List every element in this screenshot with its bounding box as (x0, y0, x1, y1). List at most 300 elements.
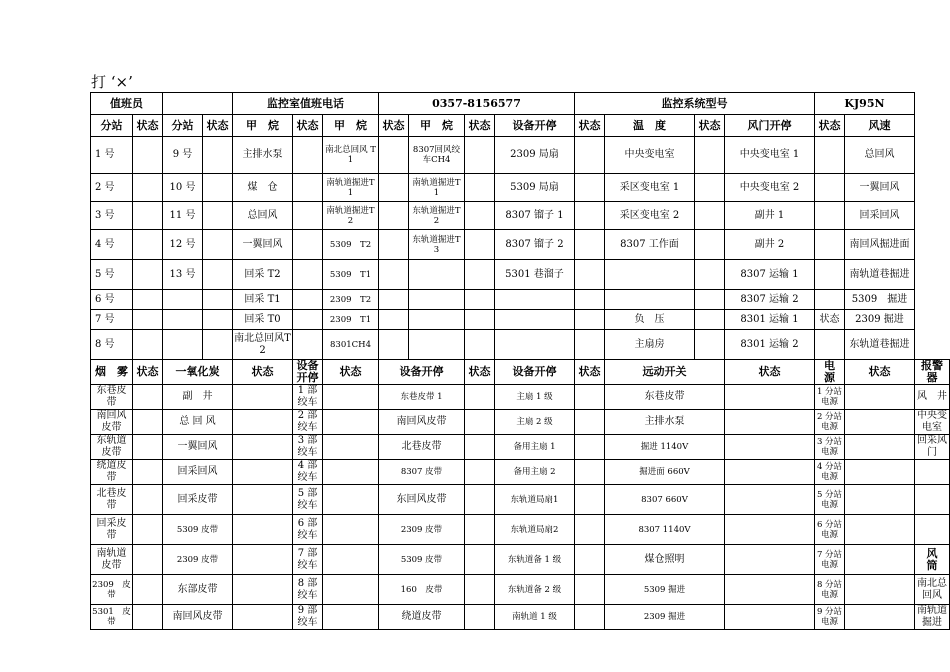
equipment-name-cell: 2309 皮带 (379, 515, 465, 545)
equipment-name-cell: 绕道皮带 (379, 605, 465, 630)
status-cell[interactable] (465, 410, 495, 435)
status-cell[interactable] (465, 174, 495, 202)
sensor-name-cell: 采区变电室 2 (605, 202, 695, 230)
equipment-name-cell: 1 部绞车 (293, 385, 323, 410)
equipment-name-cell: 9 部绞车 (293, 605, 323, 630)
column-header: 状态 (133, 115, 163, 137)
equipment-name-cell: 东回风皮带 (379, 485, 465, 515)
sensor-name-cell (409, 330, 465, 360)
status-cell[interactable] (695, 174, 725, 202)
status-cell[interactable] (379, 202, 409, 230)
equipment-name-cell: 总 回 风 (163, 410, 233, 435)
station-row (91, 330, 950, 360)
equipment-name-cell: 绕道皮带 (91, 460, 133, 485)
status-cell[interactable] (575, 202, 605, 230)
equipment-name-cell: 5301 皮带 (91, 605, 133, 630)
status-cell[interactable] (575, 605, 605, 630)
column-header: 状态 (379, 115, 409, 137)
control-room-phone-label: 监控室值班电话 (233, 93, 379, 115)
status-cell[interactable] (293, 330, 323, 360)
equipment-name-cell: 8307 皮带 (379, 460, 465, 485)
equipment-name-cell: 掘进面 660V (605, 460, 725, 485)
status-cell[interactable] (293, 310, 323, 330)
sensor-name-cell: 2309 掘进 (845, 310, 915, 330)
sensor-name-cell: 4 号 (91, 230, 133, 260)
sensor-name-cell (163, 290, 203, 310)
status-cell[interactable] (845, 515, 915, 545)
duty-info-row (91, 93, 950, 115)
sensor-name-cell: 8307 工作面 (605, 230, 695, 260)
status-cell[interactable] (203, 202, 233, 230)
status-cell[interactable] (465, 202, 495, 230)
equipment-name-cell: 6 部绞车 (293, 515, 323, 545)
status-cell[interactable] (575, 230, 605, 260)
status-cell[interactable] (133, 435, 163, 460)
status-cell[interactable] (725, 410, 815, 435)
status-cell[interactable] (815, 260, 845, 290)
sensor-name-cell: 5 号 (91, 260, 133, 290)
column-header: 状态 (465, 115, 495, 137)
equipment-row (91, 410, 950, 435)
sensor-name-cell: 煤 仓 (233, 174, 293, 202)
equipment-name-cell: 东轨道备 1 级 (495, 545, 575, 575)
equipment-name-cell: 2309 皮带 (91, 575, 133, 605)
equipment-name-cell: 5 分站电源 (815, 485, 845, 515)
column-header: 烟 雾 (91, 360, 133, 385)
sensor-name-cell: 5309 掘进 (845, 290, 915, 310)
sensor-name-cell: 11 号 (163, 202, 203, 230)
status-cell[interactable] (575, 310, 605, 330)
column-header: 温 度 (605, 115, 695, 137)
header-row-1 (91, 115, 950, 137)
status-cell[interactable] (725, 435, 815, 460)
sensor-name-cell: 5309 T2 (323, 230, 379, 260)
status-cell[interactable] (133, 460, 163, 485)
sensor-name-cell: 8307 镏子 2 (495, 230, 575, 260)
column-header: 状态 (695, 115, 725, 137)
status-cell[interactable] (845, 575, 915, 605)
sensor-name-cell (495, 290, 575, 310)
sensor-name-cell: 东轨道掘进T3 (409, 230, 465, 260)
equipment-name-cell: 主扇 2 级 (495, 410, 575, 435)
station-row (91, 260, 950, 290)
equipment-name-cell (915, 515, 950, 545)
status-cell[interactable] (575, 410, 605, 435)
status-cell[interactable] (465, 330, 495, 360)
status-cell[interactable] (233, 385, 293, 410)
status-cell[interactable] (815, 174, 845, 202)
equipment-name-cell: 4 分站电源 (815, 460, 845, 485)
equipment-name-cell: 备用主扇 2 (495, 460, 575, 485)
status-cell[interactable] (233, 460, 293, 485)
column-header: 状态 (725, 360, 815, 385)
sensor-name-cell: 8301 运输 2 (725, 330, 815, 360)
status-cell[interactable] (575, 515, 605, 545)
status-cell[interactable] (695, 310, 725, 330)
instruction-note: 打 ‘×’ (91, 73, 133, 91)
sensor-name-cell: 东轨道巷掘进 (845, 330, 915, 360)
sensor-name-cell: 负 压 (605, 310, 695, 330)
sensor-name-cell: 南轨道掘进T1 (409, 174, 465, 202)
equipment-name-cell: 东巷皮带 1 (379, 385, 465, 410)
column-header: 一氧化炭 (163, 360, 233, 385)
equipment-name-cell: 备用主扇 1 (495, 435, 575, 460)
column-header: 状态 (323, 360, 379, 385)
status-cell[interactable] (203, 330, 233, 360)
status-cell[interactable] (575, 137, 605, 174)
status-cell[interactable] (575, 485, 605, 515)
status-cell[interactable] (695, 330, 725, 360)
status-cell[interactable] (725, 460, 815, 485)
equipment-name-cell: 一翼回风 (163, 435, 233, 460)
status-cell[interactable] (845, 460, 915, 485)
status-cell[interactable] (133, 485, 163, 515)
status-cell[interactable] (465, 545, 495, 575)
column-header: 甲 烷 (233, 115, 293, 137)
equipment-name-cell: 4 部绞车 (293, 460, 323, 485)
header-row-2 (91, 360, 950, 385)
sensor-name-cell: 8307回风绞车CH4 (409, 137, 465, 174)
status-cell[interactable] (379, 330, 409, 360)
equipment-name-cell: 5 部绞车 (293, 485, 323, 515)
status-cell[interactable] (845, 410, 915, 435)
status-cell[interactable] (465, 460, 495, 485)
status-cell[interactable] (293, 290, 323, 310)
sensor-name-cell: 5309 局扇 (495, 174, 575, 202)
sensor-name-cell: 2309 局扇 (495, 137, 575, 174)
status-cell[interactable] (815, 330, 845, 360)
equipment-name-cell: 南回风皮带 (163, 605, 233, 630)
sensor-name-cell: 副井 2 (725, 230, 815, 260)
status-cell[interactable] (575, 385, 605, 410)
sensor-name-cell: 南轨道掘进T2 (323, 202, 379, 230)
status-cell[interactable] (725, 605, 815, 630)
column-header: 状态 (233, 360, 293, 385)
status-cell[interactable] (203, 230, 233, 260)
status-cell[interactable] (379, 310, 409, 330)
equipment-name-cell: 北巷皮带 (91, 485, 133, 515)
status-cell[interactable] (323, 575, 379, 605)
column-header: 状态 (815, 115, 845, 137)
sensor-name-cell: 6 号 (91, 290, 133, 310)
status-cell[interactable] (233, 575, 293, 605)
equipment-name-cell: 6 分站电源 (815, 515, 845, 545)
column-header: 风门开停 (725, 115, 815, 137)
column-header: 状态 (465, 360, 495, 385)
status-cell[interactable] (323, 435, 379, 460)
equipment-name-cell: 回采皮带 (163, 485, 233, 515)
sensor-name-cell: 5309 T1 (323, 260, 379, 290)
sensor-name-cell: 采区变电室 1 (605, 174, 695, 202)
equipment-row (91, 435, 950, 460)
equipment-name-cell: 7 分站电源 (815, 545, 845, 575)
station-row (91, 230, 950, 260)
column-header: 电 源 (815, 360, 845, 385)
equipment-name-cell: 9 分站电源 (815, 605, 845, 630)
equipment-row (91, 575, 950, 605)
equipment-name-cell: 中央变电室 (915, 410, 950, 435)
status-cell[interactable] (233, 410, 293, 435)
status-cell[interactable] (465, 435, 495, 460)
equipment-name-cell: 煤仓照明 (605, 545, 725, 575)
equipment-row (91, 515, 950, 545)
status-cell[interactable] (133, 575, 163, 605)
status-cell[interactable] (233, 605, 293, 630)
sensor-name-cell: 南轨道掘进T1 (323, 174, 379, 202)
duty-officer-value[interactable] (163, 93, 233, 115)
status-cell[interactable] (845, 485, 915, 515)
status-cell[interactable] (233, 515, 293, 545)
sensor-name-cell: 南轨道巷掘进 (845, 260, 915, 290)
status-cell[interactable] (133, 260, 163, 290)
status-cell[interactable] (293, 260, 323, 290)
sensor-name-cell: 回采回风 (845, 202, 915, 230)
sensor-name-cell: 总回风 (233, 202, 293, 230)
status-cell[interactable] (845, 385, 915, 410)
status-cell[interactable] (845, 545, 915, 575)
sensor-name-cell: 8307 镏子 1 (495, 202, 575, 230)
sensor-name-cell (605, 290, 695, 310)
status-cell[interactable] (575, 260, 605, 290)
column-header: 设备开停 (379, 360, 465, 385)
equipment-name-cell: 东轨道局扇1 (495, 485, 575, 515)
status-cell[interactable] (233, 485, 293, 515)
status-cell[interactable] (293, 230, 323, 260)
status-cell[interactable] (695, 202, 725, 230)
column-header: 设备开停 (495, 360, 575, 385)
sensor-name-cell: 中央变电室 2 (725, 174, 815, 202)
status-cell[interactable] (233, 435, 293, 460)
status-cell[interactable] (133, 605, 163, 630)
sensor-name-cell: 8 号 (91, 330, 133, 360)
status-cell[interactable] (575, 575, 605, 605)
status-cell[interactable] (695, 137, 725, 174)
status-cell[interactable] (815, 137, 845, 174)
status-cell[interactable] (203, 174, 233, 202)
status-cell[interactable] (575, 330, 605, 360)
status-cell[interactable] (575, 435, 605, 460)
equipment-row (91, 485, 950, 515)
equipment-name-cell: 东轨道皮带 (91, 435, 133, 460)
status-cell[interactable] (725, 575, 815, 605)
status-cell[interactable] (133, 290, 163, 310)
status-cell[interactable] (725, 485, 815, 515)
status-cell[interactable] (379, 174, 409, 202)
sensor-name-cell: 中央变电室 (605, 137, 695, 174)
status-cell[interactable] (725, 385, 815, 410)
sensor-name-cell: 8307 运输 2 (725, 290, 815, 310)
status-cell[interactable] (465, 385, 495, 410)
status-cell[interactable] (465, 575, 495, 605)
status-cell[interactable] (815, 290, 845, 310)
sensor-name-cell (409, 260, 465, 290)
status-cell[interactable] (133, 410, 163, 435)
status-cell[interactable] (695, 290, 725, 310)
sensor-name-cell: 南北总回风 T1 (323, 137, 379, 174)
equipment-name-cell: 2 部绞车 (293, 410, 323, 435)
equipment-name-cell: 8 分站电源 (815, 575, 845, 605)
equipment-name-cell: 5309 掘进 (605, 575, 725, 605)
equipment-name-cell: 掘进 1140V (605, 435, 725, 460)
status-cell[interactable] (133, 545, 163, 575)
status-cell[interactable] (575, 460, 605, 485)
equipment-name-cell: 160 皮带 (379, 575, 465, 605)
sensor-name-cell (409, 310, 465, 330)
status-cell[interactable] (379, 260, 409, 290)
sensor-name-cell: 副井 1 (725, 202, 815, 230)
status-cell[interactable] (133, 330, 163, 360)
status-cell[interactable] (575, 174, 605, 202)
sensor-name-cell: 7 号 (91, 310, 133, 330)
column-header: 状态 (575, 115, 605, 137)
equipment-name-cell: 风 筒 (915, 545, 950, 575)
equipment-name-cell: 1 分站电源 (815, 385, 845, 410)
sensor-name-cell: 一翼回风 (845, 174, 915, 202)
status-cell[interactable] (575, 290, 605, 310)
equipment-row (91, 460, 950, 485)
status-cell[interactable] (293, 202, 323, 230)
column-header: 报警器 (915, 360, 950, 385)
status-cell[interactable] (233, 545, 293, 575)
equipment-name-cell: 2309 皮带 (163, 545, 233, 575)
sensor-name-cell: 南北总回风T2 (233, 330, 293, 360)
equipment-name-cell: 7 部绞车 (293, 545, 323, 575)
equipment-name-cell: 东巷皮带 (605, 385, 725, 410)
sensor-name-cell: 8301 运输 1 (725, 310, 815, 330)
equipment-row (91, 385, 950, 410)
sensor-name-cell: 主扇房 (605, 330, 695, 360)
status-cell[interactable] (133, 385, 163, 410)
sensor-name-cell: 2309 T2 (323, 290, 379, 310)
status-cell[interactable] (465, 137, 495, 174)
equipment-name-cell: 3 分站电源 (815, 435, 845, 460)
status-cell[interactable] (379, 137, 409, 174)
status-cell[interactable] (323, 515, 379, 545)
status-cell[interactable] (725, 545, 815, 575)
column-header: 设备开停 (293, 360, 323, 385)
status-cell[interactable]: 状态 (815, 310, 845, 330)
status-cell[interactable] (465, 230, 495, 260)
sensor-name-cell: 12 号 (163, 230, 203, 260)
sensor-name-cell: 回采 T2 (233, 260, 293, 290)
monitoring-model-value: KJ95N (815, 93, 915, 115)
equipment-name-cell: 东部皮带 (163, 575, 233, 605)
status-cell[interactable] (293, 174, 323, 202)
equipment-name-cell: 主排水泵 (605, 410, 725, 435)
column-header: 状态 (133, 360, 163, 385)
equipment-name-cell: 8307 1140V (605, 515, 725, 545)
control-room-phone-value: 0357-8156577 (379, 93, 575, 115)
status-cell[interactable] (845, 605, 915, 630)
equipment-name-cell: 主扇 1 级 (495, 385, 575, 410)
equipment-name-cell: 8 部绞车 (293, 575, 323, 605)
status-cell[interactable] (725, 515, 815, 545)
sensor-name-cell (163, 310, 203, 330)
sensor-name-cell (495, 330, 575, 360)
sensor-name-cell: 东轨道掘进T2 (409, 202, 465, 230)
equipment-name-cell: 8307 660V (605, 485, 725, 515)
column-header: 状态 (845, 360, 915, 385)
status-cell[interactable] (323, 545, 379, 575)
status-cell[interactable] (323, 460, 379, 485)
status-cell[interactable] (203, 310, 233, 330)
sensor-name-cell: 1 号 (91, 137, 133, 174)
sensor-name-cell: 2 号 (91, 174, 133, 202)
status-cell[interactable] (465, 310, 495, 330)
status-cell[interactable] (695, 260, 725, 290)
equipment-name-cell: 回采皮带 (91, 515, 133, 545)
equipment-name-cell: 南轨道掘进 (915, 605, 950, 630)
status-cell[interactable] (133, 310, 163, 330)
status-cell[interactable] (323, 485, 379, 515)
station-row (91, 202, 950, 230)
status-cell[interactable] (845, 435, 915, 460)
station-row (91, 310, 950, 330)
equipment-name-cell: 东轨道局扇2 (495, 515, 575, 545)
column-header: 状态 (293, 115, 323, 137)
sensor-name-cell: 9 号 (163, 137, 203, 174)
status-cell[interactable] (465, 260, 495, 290)
sensor-name-cell (409, 290, 465, 310)
status-cell[interactable] (465, 605, 495, 630)
column-header: 分站 (91, 115, 133, 137)
sensor-name-cell: 回采 T1 (233, 290, 293, 310)
status-cell[interactable] (695, 230, 725, 260)
status-cell[interactable] (203, 260, 233, 290)
status-cell[interactable] (133, 515, 163, 545)
status-cell[interactable] (575, 545, 605, 575)
equipment-name-cell: 3 部绞车 (293, 435, 323, 460)
monitoring-model-label: 监控系统型号 (575, 93, 815, 115)
sensor-name-cell (495, 310, 575, 330)
station-row (91, 290, 950, 310)
equipment-name-cell: 南回风皮带 (379, 410, 465, 435)
sensor-name-cell (163, 330, 203, 360)
sensor-name-cell: 3 号 (91, 202, 133, 230)
sensor-name-cell: 5301 巷溜子 (495, 260, 575, 290)
status-cell[interactable] (133, 230, 163, 260)
status-cell[interactable] (379, 230, 409, 260)
status-cell[interactable] (465, 290, 495, 310)
equipment-name-cell (915, 485, 950, 515)
sensor-name-cell (605, 260, 695, 290)
status-cell[interactable] (133, 202, 163, 230)
status-cell[interactable] (465, 515, 495, 545)
equipment-name-cell: 回采回风 (163, 460, 233, 485)
status-cell[interactable] (323, 605, 379, 630)
status-cell[interactable] (465, 485, 495, 515)
status-cell[interactable] (323, 385, 379, 410)
column-header: 风速 (845, 115, 915, 137)
equipment-name-cell: 回采风门 (915, 435, 950, 460)
column-header: 状态 (575, 360, 605, 385)
status-cell[interactable] (133, 137, 163, 174)
status-cell[interactable] (323, 410, 379, 435)
status-cell[interactable] (379, 290, 409, 310)
column-header: 分站 (163, 115, 203, 137)
status-cell[interactable] (815, 230, 845, 260)
sensor-name-cell: 8307 运输 1 (725, 260, 815, 290)
status-cell[interactable] (133, 174, 163, 202)
station-row (91, 137, 950, 174)
status-cell[interactable] (203, 290, 233, 310)
sensor-name-cell: 中央变电室 1 (725, 137, 815, 174)
column-header: 远动开关 (605, 360, 725, 385)
status-cell[interactable] (203, 137, 233, 174)
status-cell[interactable] (293, 137, 323, 174)
equipment-row (91, 545, 950, 575)
status-cell[interactable] (815, 202, 845, 230)
